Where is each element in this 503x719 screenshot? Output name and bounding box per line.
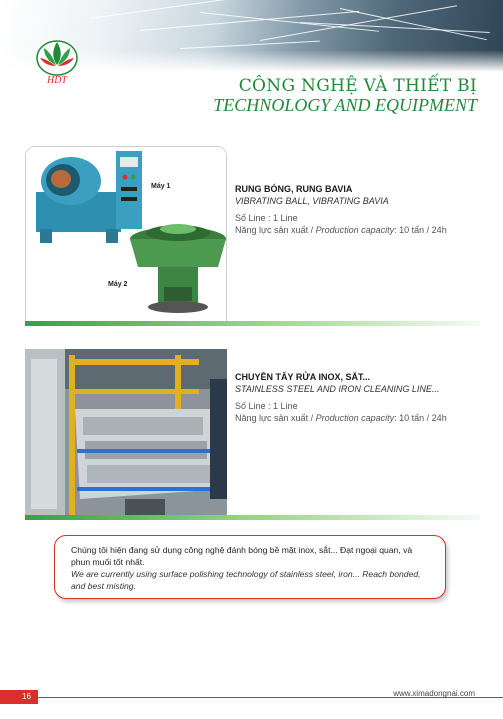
section-heading-en: VIBRATING BALL, VIBRATING BAVIA: [235, 196, 389, 206]
vibrating-machines-photo: [25, 146, 227, 322]
section-heading-en: STAINLESS STEEL AND IRON CLEANING LINE...: [235, 384, 440, 394]
production-capacity: Năng lực sản xuất / Production capacity: 10 tấn / 24h: [235, 225, 447, 235]
section-heading: RUNG BÓNG, RUNG BAVIA: [235, 184, 353, 194]
svg-text:HDT: HDT: [46, 75, 68, 86]
line-count: Số Line : 1 Line: [235, 401, 298, 411]
section-vibrating: [235, 183, 485, 236]
notice-box: [54, 535, 446, 599]
notice-text-en: We are currently using surface polishing technology of stainless steel, iron... Reach bonded, and best misting.: [71, 569, 421, 591]
notice-text-vn: Chúng tôi hiện đang sử dụng công nghệ đánh bóng bề mặt inox, sắt... Đạt ngoại quan, và phun muối tốt nhất.: [71, 545, 413, 567]
section-cleaning-line: [235, 371, 485, 424]
section-heading: CHUYỀN TẨY RỬA INOX, SẮT...: [235, 372, 370, 382]
production-capacity: Năng lực sản xuất / Production capacity: 10 tấn / 24h: [235, 413, 447, 423]
page-title-vn: CÔNG NGHỆ VÀ THIẾT BỊ: [238, 76, 477, 96]
page-title-en: TECHNOLOGY AND EQUIPMENT: [213, 95, 477, 115]
cleaning-line-photo: [25, 349, 227, 519]
machine-2-label: Máy 2: [108, 281, 128, 288]
machine-1-label: Máy 1: [151, 183, 171, 190]
website-link[interactable]: www.ximadongnai.com: [393, 689, 475, 698]
section-divider: [25, 515, 480, 520]
line-count: Số Line : 1 Line: [235, 213, 298, 223]
company-logo: [22, 34, 92, 86]
section-divider: [25, 321, 480, 326]
page-number: 16: [0, 690, 38, 704]
lotus-logo-icon: [22, 34, 92, 86]
